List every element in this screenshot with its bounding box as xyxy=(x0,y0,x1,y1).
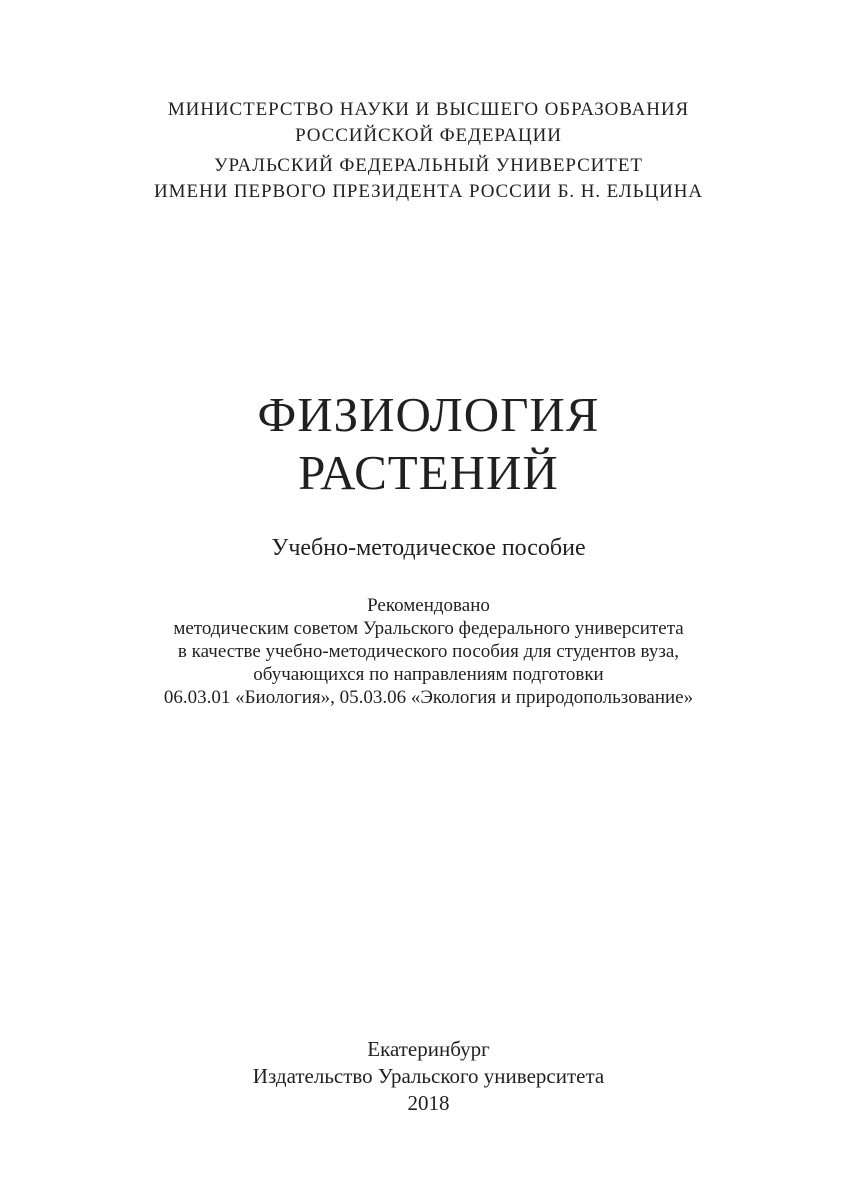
imprint-city: Екатеринбург xyxy=(367,1037,490,1061)
ministry-line-1: МИНИСТЕРСТВО НАУКИ И ВЫСШЕГО ОБРАЗОВАНИЯ xyxy=(167,99,690,120)
recommendation-note xyxy=(0,594,857,709)
book-title xyxy=(0,386,857,502)
publisher-imprint xyxy=(0,1036,857,1117)
book-title-line-2: РАСТЕНИЙ xyxy=(298,445,559,500)
ministry-line-2: РОССИЙСКОЙ ФЕДЕРАЦИИ xyxy=(295,125,562,146)
recommendation-line-2: методическим советом Уральского федерального университета xyxy=(173,618,684,639)
recommendation-line-5: 06.03.01 «Биология», 05.03.06 «Экология и природопользование» xyxy=(163,687,694,708)
book-title-line-1: ФИЗИОЛОГИЯ xyxy=(257,387,600,442)
imprint-publisher: Издательство Уральского университета xyxy=(252,1064,605,1088)
book-subtitle: Учебно-методическое пособие xyxy=(271,535,586,561)
imprint-year: 2018 xyxy=(407,1091,450,1115)
recommendation-line-1: Рекомендовано xyxy=(367,595,490,616)
recommendation-line-4: обучающихся по направлениям подготовки xyxy=(253,664,604,685)
university-line-2: ИМЕНИ ПЕРВОГО ПРЕЗИДЕНТА РОССИИ Б. Н. ЕЛЬЦИНА xyxy=(154,181,703,202)
institution-header xyxy=(0,97,857,205)
recommendation-line-3: в качестве учебно-методического пособия для студентов вуза, xyxy=(177,641,680,662)
university-line-1: УРАЛЬСКИЙ ФЕДЕРАЛЬНЫЙ УНИВЕРСИТЕТ xyxy=(214,155,643,176)
